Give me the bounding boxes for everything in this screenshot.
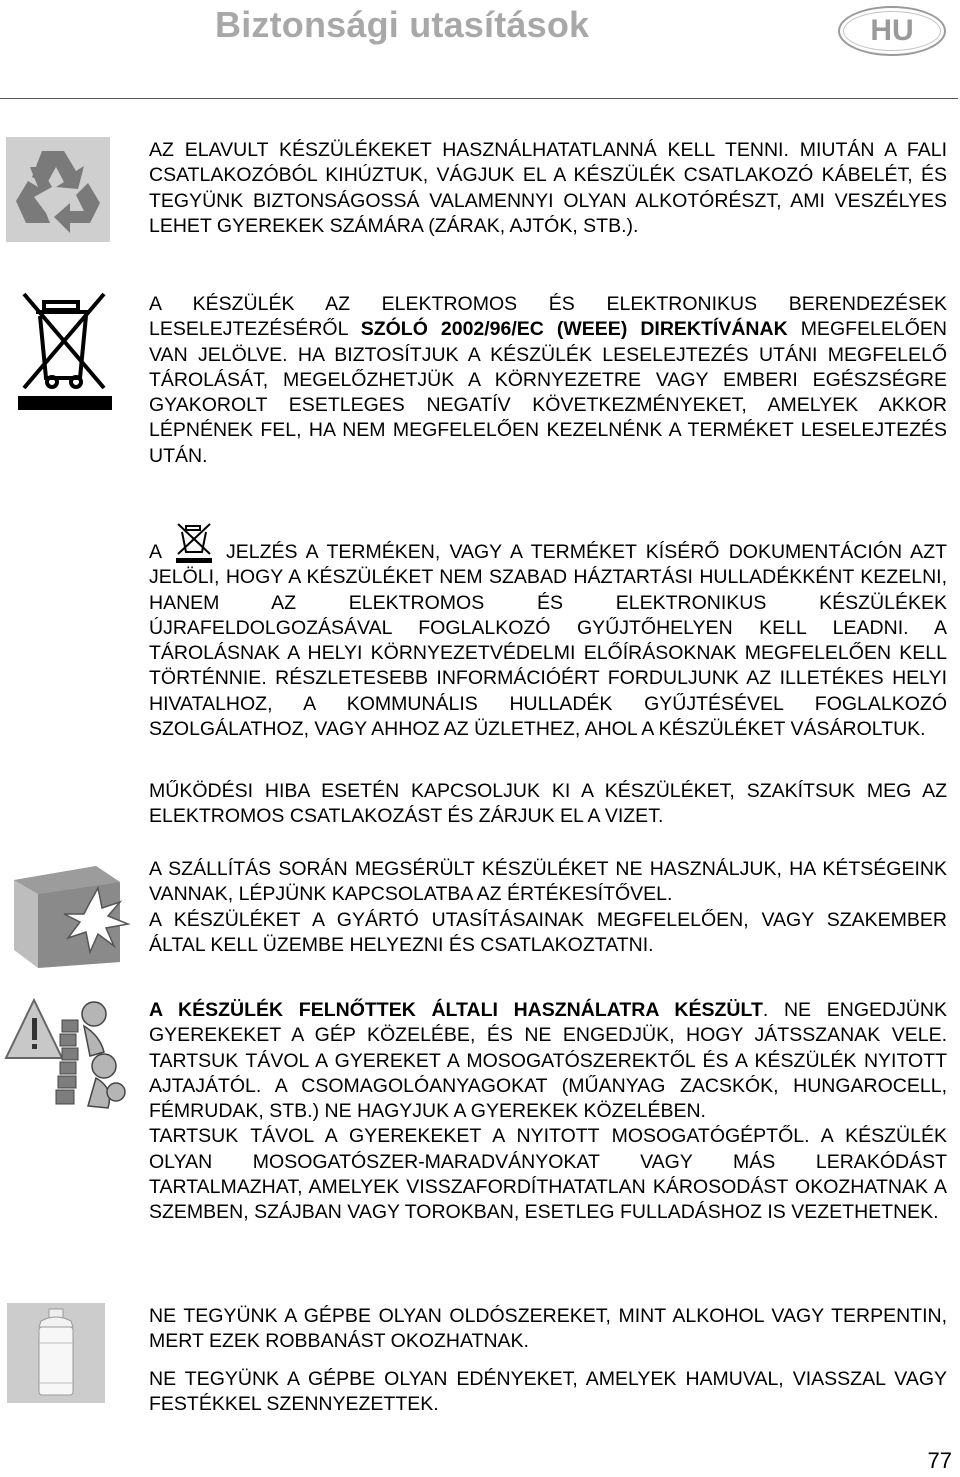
inline-bin-icon	[172, 522, 216, 564]
adult-use-text	[149, 998, 947, 1124]
children-warning-icon	[4, 996, 134, 1118]
page-number: 77	[927, 1448, 952, 1473]
solvent-can-icon	[7, 1303, 105, 1403]
page-title: Biztonsági utasítások	[215, 4, 590, 45]
symbol-text-end: JELZÉS A TERMÉKEN, VAGY A TERMÉKET KÍSÉRŐ DOKUMENTÁCIÓN AZT JELÖLI, HOGY A KÉSZÜLÉKET NEM SZABAD HÁZTARTÁSI HULLADÉKKÉNT KEZELNI, HANEM AZ ELEKTROMOS ÉS ELEKTRONIKUS KÉSZÜLÉKEK ÚJRAFELDOLGOZÁSÁVAL FOGLALKOZÓ GYŰJTŐHELYEN KELL LEADNI. A TÁROLÁSNAK A HELYI KÖRNYEZETVÉDELMI ELŐÍRÁSOKNAK MEGFELELŐEN KELL TÖRTÉNNIE. RÉSZLETESEBB INFORMÁCIÓÉRT FORDULJUNK AZ ILLETÉKES HELYI HIVATALHOZ, A KOMMUNÁLIS HULLADÉK GYŰJTÉSÉVEL FOGLALKOZÓ SZOLGÁLATHOZ, VAGY AHHOZ AZ ÜZLETHEZ, AHOL A KÉSZÜLÉKET VÁSÁROLTUK.	[149, 541, 947, 741]
weee-paragraph	[149, 292, 947, 469]
weee-directive: SZÓLÓ 2002/96/EC (WEEE) DIREKTÍVÁNAK	[360, 318, 788, 341]
crossed-out-bin-icon	[18, 290, 112, 412]
damaged-appliance-icon	[8, 858, 132, 970]
weee-text-end: MEGFELELŐEN VAN JELÖLVE. HA BIZTOSÍTJUK A KÉSZÜLÉK LESELEJTEZÉS UTÁNI MEGFELELŐ TÁROLÁSÁT, MEGELŐZHETJÜK A KÖRNYEZETRE VAGY EMBERI EGÉSZSÉGRE GYAKOROLT ESETLEGES NEGATÍV KÖVETKEZMÉNYEKET, AMELYEK AKKOR LÉPNÉNEK FEL, HA NEM MEGFELELŐEN KEZELNÉNK A TERMÉKET LESELEJTEZÉS UTÁN.	[149, 318, 947, 467]
language-badge	[838, 6, 946, 56]
dirty-dishes-paragraph: NE TEGYÜNK A GÉPBE OLYAN EDÉNYEKET, AMELYEK HAMUVAL, VIASSZAL VAGY FESTÉKKEL SZENNYEZETTEK.	[149, 1368, 947, 1416]
header-divider	[0, 98, 958, 99]
symbol-text-start: A	[149, 541, 163, 563]
adult-use-heading: A KÉSZÜLÉK FELNŐTTEK ÁLTALI HASZNÁLATRA KÉSZÜLT	[149, 999, 763, 1021]
language-badge-label: HU	[870, 14, 914, 47]
transport-damage-block	[149, 857, 947, 958]
transport-damage-text: A SZÁLLÍTÁS SORÁN MEGSÉRÜLT KÉSZÜLÉKET NE HASZNÁLJUK, HA KÉTSÉGEINK VANNAK, LÉPJÜNK KAPCSOLATBA AZ ÉRTÉKESÍTŐVEL.	[149, 858, 947, 906]
recycle-icon	[6, 137, 110, 242]
installation-text: A KÉSZÜLÉKET A GYÁRTÓ UTASÍTÁSAINAK MEGFELELŐEN, VAGY SZAKEMBER ÁLTAL KELL ÜZEMBE HELYEZNI ÉS CSATLAKOZTATNI.	[149, 908, 947, 956]
adult-use-rest: . NE ENGEDJÜNK GYEREKEKET A GÉP KÖZELÉBE, ÉS NE ENGEDJÜK, HOGY JÁTSSZANAK VELE. TARTSUK TÁVOL A GYEREKET A MOSOGATÓSZEREKTŐL ÉS A KÉSZÜLÉK NYITOTT AJTAJÁTÓL. A CSOMAGOLÓANYAGOKAT (MŰANYAG ZACSKÓK, HUNGAROCELL, FÉMRUDAK, STB.) NE HAGYJUK A GYEREKEK KÖZELÉBEN.	[149, 999, 948, 1123]
children-safety-block	[149, 998, 947, 1226]
symbol-paragraph	[149, 522, 947, 742]
weee-text-start: A KÉSZÜLÉK AZ ELEKTROMOS ÉS ELEKTRONIKUS BERENDEZÉSEK LESELEJTEZÉSÉRŐL	[149, 293, 947, 341]
keep-children-away-text: TARTSUK TÁVOL A GYEREKEKET A NYITOTT MOSOGATÓGÉPTŐL. A KÉSZÜLÉK OLYAN MOSOGATÓSZER-MARADVÁNYOKAT VAGY MÁS LERAKÓDÁST TARTALMAZHAT, AMELYEK VISSZAFORDÍTHATATLAN KÁROSODÁST OKOZHATNAK A SZEMBEN, SZÁJBAN VAGY TOROKBAN, ESETLEG FULLADÁSHOZ IS VEZETHETNEK.	[149, 1125, 947, 1224]
malfunction-paragraph: MŰKÖDÉSI HIBA ESETÉN KAPCSOLJUK KI A KÉSZÜLÉKET, SZAKÍTSUK MEG AZ ELEKTROMOS CSATLAKOZÁST ÉS ZÁRJUK EL A VIZET.	[149, 780, 947, 828]
solvents-paragraph: NE TEGYÜNK A GÉPBE OLYAN OLDÓSZEREKET, MINT ALKOHOL VAGY TERPENTIN, MERT EZEK ROBBANÁST OKOZHATNAK.	[149, 1305, 947, 1353]
disposal-paragraph: AZ ELAVULT KÉSZÜLÉKEKET HASZNÁLHATATLANNÁ KELL TENNI. MIUTÁN A FALI CSATLAKOZÓBÓL KIHÚZTUK, VÁGJUK EL A KÉSZÜLÉK CSATLAKOZÓ KÁBELÉT, ÉS TEGYÜNK BIZTONSÁGOSSÁ VALAMENNYI OLYAN ALKOTÓRÉSZT, AMI VESZÉLYES LEHET GYEREKEK SZÁMÁRA (ZÁRAK, AJTÓK, STB.).	[149, 139, 947, 237]
